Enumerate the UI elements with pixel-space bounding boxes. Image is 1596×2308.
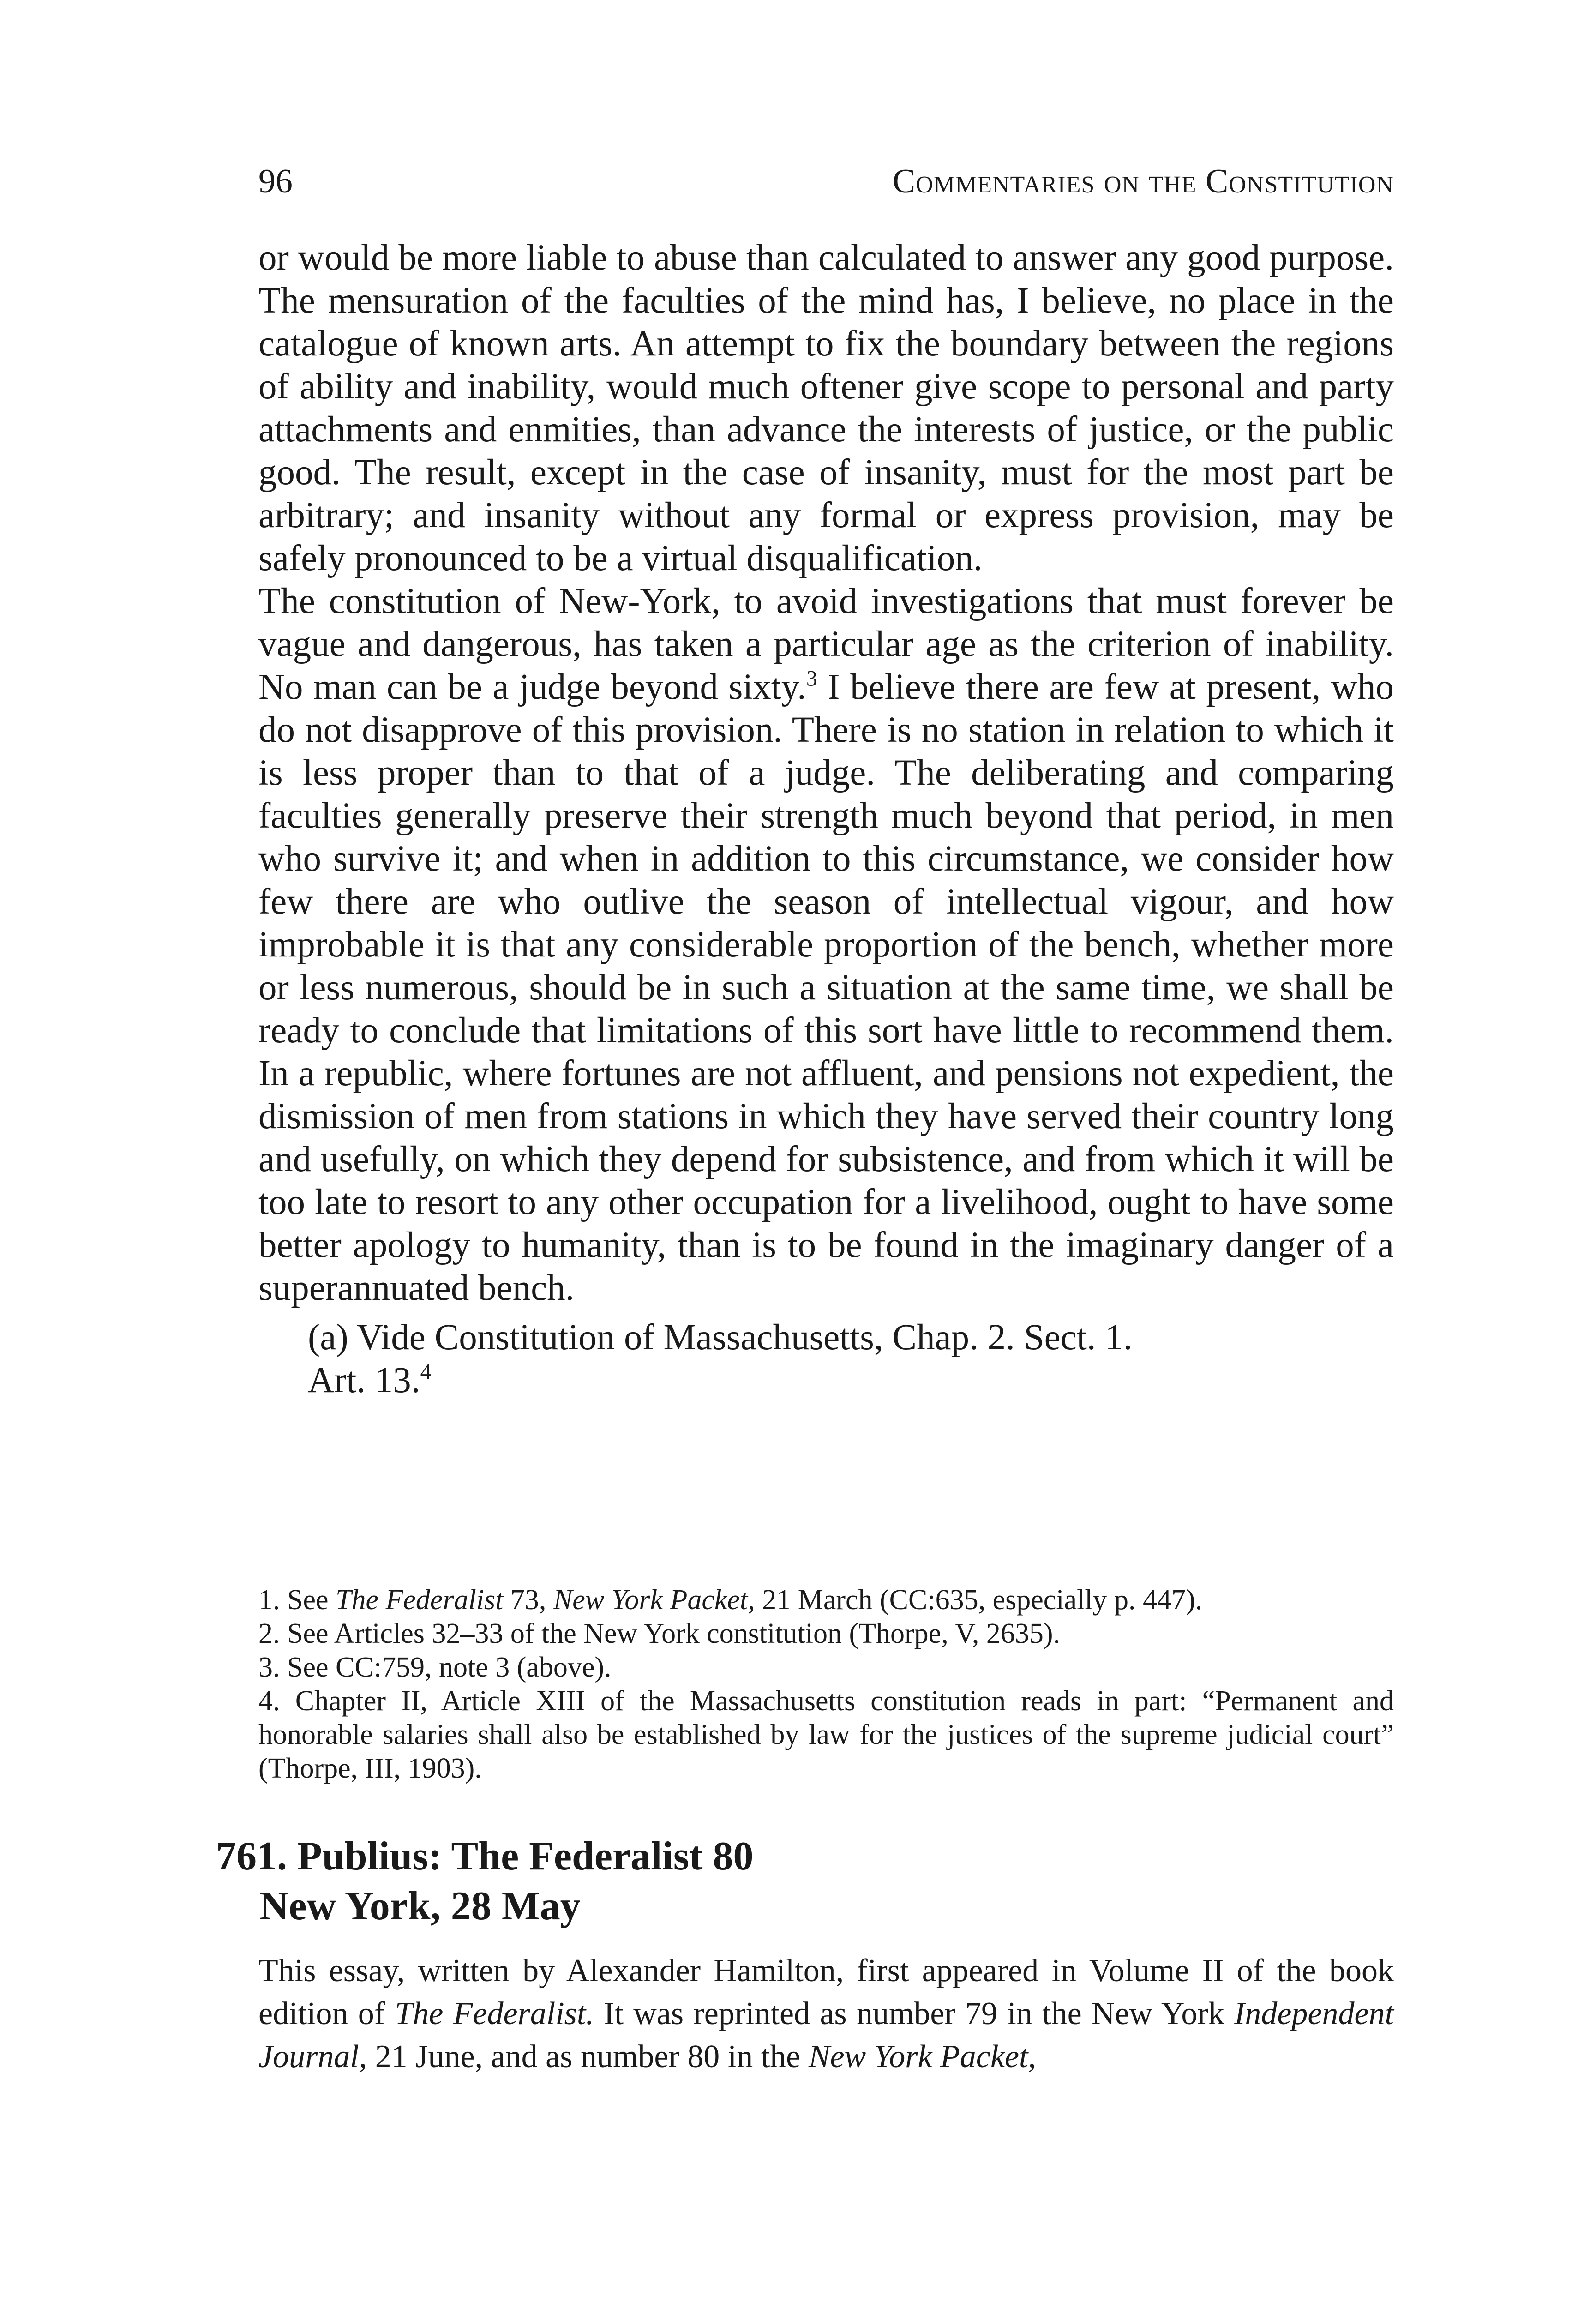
page-number: 96 <box>258 162 293 200</box>
footnote-3: 3. See CC:759, note 3 (above). <box>258 1652 612 1683</box>
intro-title-federalist: The Federalist. <box>395 1996 594 2032</box>
section-heading <box>216 1832 1394 1931</box>
section-heading-dateline: New York, 28 May <box>259 1884 581 1929</box>
paragraph-2-part-1: The constitution of New-York, to avoid investigations that must forever be vague and dangerous, has taken a particular age as the criterion of inability. No man can be a judge beyond sixty. <box>258 581 1394 707</box>
footnotes <box>258 1583 1394 1785</box>
author-note-a-line-1: (a) Vide Constitution of Massachusetts, Chap. 2. Sect. 1. <box>308 1317 1133 1358</box>
footnote-1-citation: 21 March (CC:635, especially p. 447). <box>755 1584 1203 1616</box>
section-heading-title: 761. Publius: The Federalist 80 <box>216 1834 754 1879</box>
intro-title-journal: Independent Journal, <box>258 1996 1394 2074</box>
paragraph-2 <box>258 580 1394 1310</box>
intro-paragraph <box>258 1949 1394 2078</box>
footnote-2: 2. See Articles 32–33 of the New York constitution (Thorpe, V, 2635). <box>258 1618 1060 1649</box>
running-head <box>258 156 1394 207</box>
footnote-ref-4: 4 <box>420 1360 432 1384</box>
main-text <box>258 236 1394 1402</box>
intro-text-3: 21 June, and as number 80 in the <box>367 2039 809 2074</box>
author-note-a <box>308 1316 1394 1402</box>
author-note-a-line-2: Art. 13. <box>308 1360 420 1400</box>
footnote-1-number: 73, <box>503 1584 553 1616</box>
editorial-intro <box>258 1949 1394 2078</box>
footnote-1 <box>258 1583 1394 1617</box>
intro-title-packet: New York Packet, <box>808 2039 1036 2074</box>
running-head-title: Commentaries on the Constitution <box>892 162 1394 200</box>
footnote-1-text: 1. See <box>258 1584 336 1616</box>
footnote-1-title: The Federalist <box>336 1584 504 1616</box>
paragraph-1: or would be more liable to abuse than calculated to answer any good purpose. The mensuration of the faculties of the mind has, I believe, no place in the catalogue of known arts. An attempt to fix the boundary between the regions of ability and inability, would much oftener give scope to personal and party attachments and enmities, than advance the interests of justice, or the public good. The result, except in the case of insanity, must for the most part be arbitrary; and insanity without any formal or express provision, may be safely pronounced to be a virtual disqualification. <box>258 238 1394 578</box>
intro-text-2: It was reprinted as number 79 in the New York <box>594 1996 1235 2032</box>
footnote-ref-3: 3 <box>806 667 817 691</box>
paragraph-2-part-2: I believe there are few at present, who do not disapprove of this provision. There is no station in relation to which it is less proper than to that of a judge. The deliberating and comparing faculties generally preserve their strength much beyond that period, in men who survive it; and when in addition to this circumstance, we consider how few there are who outlive the season of intellectual vigour, and how improbable it is that any considerable proportion of the bench, whether more or less numerous, should be in such a situation at the same time, we shall be ready to conclude that limitations of this sort have little to recommend them. In a republic, where fortunes are not affluent, and pensions not expedient, the dismission of men from stations in which they have served their country long and usefully, on which they depend for subsistence, and from which it will be too late to resort to any other occupation for a livelihood, ought to have some better apology to humanity, than is to be found in the imaginary danger of a superannuated bench. <box>258 667 1394 1308</box>
intro-text-1: This essay, written by Alexander Hamilton, first appeared in Volume II of the book edition of <box>258 1953 1394 2032</box>
footnote-4: 4. Chapter II, Article XIII of the Massachusetts constitution reads in part: “Permanent and honorable salaries shall also be established by law for the justices of the supreme judicial court” (Thorpe, III, 1903). <box>258 1685 1394 1784</box>
footnote-1-newspaper: New York Packet, <box>553 1584 755 1616</box>
